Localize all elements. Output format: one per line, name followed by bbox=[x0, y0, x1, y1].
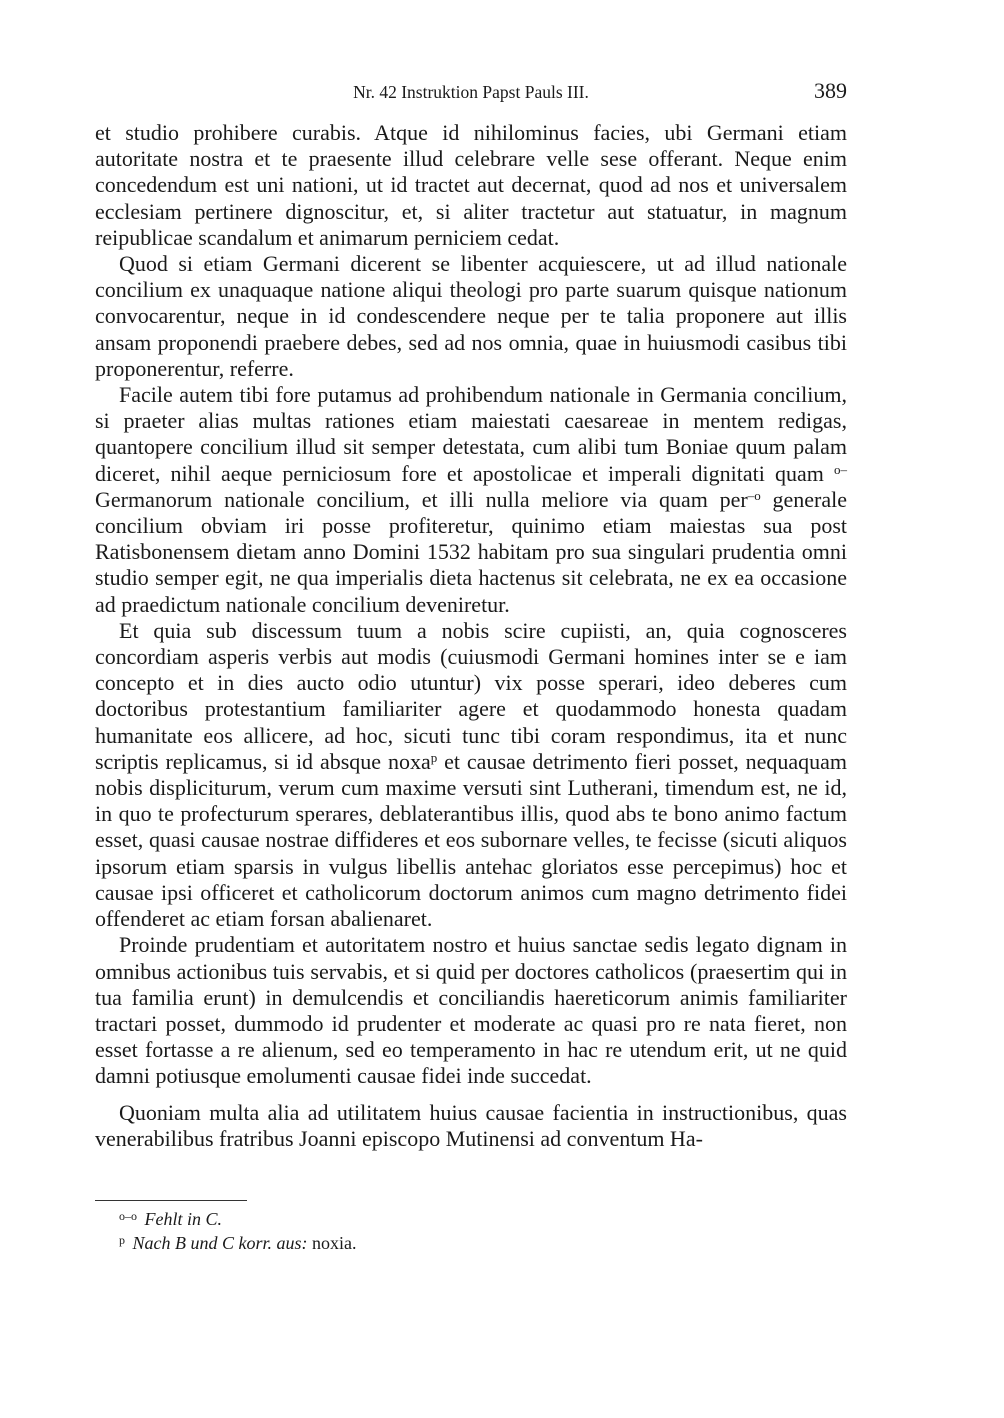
paragraph-text: Proinde prudentiam et autoritatem nostro et huius sanctae sedis legato dignam in omnibus actionibus tuis servabis, et si quid per doctores catholicos (praesertim qui in tua familia erunt) in demulcendis et conciliandis haereticorum animis familiariter tractari posset, dummodo id prudenter et moderate ac quasi pro re nata fieret, non esset fortasse a re alienum, sed eo temperamento in hac re utendum erit, ut ne quid damni potiusque emolumenti causae fidei inde succedat. bbox=[95, 932, 847, 1089]
page-number: 389 bbox=[814, 78, 847, 103]
footnote-mark-open: o– bbox=[834, 461, 847, 477]
footnote-label: p bbox=[119, 1233, 125, 1247]
footnote-mark-close: –o bbox=[747, 487, 761, 503]
footnote-text: noxia. bbox=[307, 1233, 357, 1253]
paragraph-text: Germanorum nationale concilium, et illi nulla meliore via quam per bbox=[95, 486, 748, 512]
paragraph-text: Facile autem tibi fore putamus ad prohibendum nationale in Germania concilium, si praeter alias multas rationes etiam maiestati caesareae in mentem redigas, quantopere concilium illud sit semper detestata, cum alibi tum Boniae quum palam diceret, nihil aeque perniciosum fore et apostolicae et imperali dignitati quam bbox=[95, 382, 847, 486]
paragraph bbox=[95, 618, 847, 932]
footnote bbox=[95, 1231, 847, 1255]
footnote-mark: p bbox=[430, 749, 438, 765]
paragraph-text: Quod si etiam Germani dicerent se libenter acquiescere, ut ad illud nationale concilium ex unaquaque natione aliqui theologi pro parte suarum quisque nationum convocarentur, neque in id condescendere neque per te talia proponere aut illis ansam proponendi praebere debes, sed ad nos omnia, quae in huiusmodi casibus tibi proponerentur, referre. bbox=[95, 251, 847, 381]
paragraph-text: et studio prohibere curabis. Atque id nihilominus facies, ubi Germani etiam autoritate nostra et te praesente illud celebrare velle sese offerant. Neque enim concedendum est uni nationi, ut id tractet aut decernat, quod ad nos et universalem ecclesiam pertinere dignoscitur, et, si aliter tractetur aut statuatur, in magnum reipublicae scandalum et animarum perniciem cedat. bbox=[95, 120, 847, 250]
footnote-italic-text: Fehlt in C. bbox=[144, 1209, 222, 1229]
paragraph bbox=[95, 1100, 847, 1152]
running-head bbox=[95, 80, 847, 108]
paragraph bbox=[95, 251, 847, 382]
footnotes bbox=[95, 1207, 847, 1255]
paragraph-text: Quoniam multa alia ad utilitatem huius causae facientia in instructionibus, quas venerabilibus fratribus Joanni episcopo Mutinensi ad conventum Ha- bbox=[95, 1099, 847, 1151]
running-title: Nr. 42 Instruktion Papst Pauls III. bbox=[353, 82, 589, 102]
footnote-italic-text: Nach B und C korr. aus: bbox=[132, 1233, 308, 1253]
paragraph bbox=[95, 932, 847, 1089]
paragraph-text: generale concilium obviam iri posse profiteretur, quinimo etiam maiestas sua post Ratisbonensem dietam anno Domini 1532 habitam pro sua singulari prudentia omni studio semper egit, ne qua imperialis dieta hactenus sit celebrata, ne ex ea occasione ad praedictum nationale concilium deveniretur. bbox=[95, 486, 847, 617]
footnote bbox=[95, 1207, 847, 1231]
paragraph bbox=[95, 120, 847, 251]
footnote-label: o–o bbox=[119, 1209, 137, 1223]
paragraph-text: et causae detrimento fieri posset, nequaquam nobis displiciturum, verum cum maxime versuti sint Lutherani, timendum est, ne id, in quo te profecturum sperares, deblaterantibus illis, quod abs te bono animo factum esset, quasi causae nostrae diffideres et eos subornare velles, te fecisse (sicuti aliquos ipsorum etiam sparsis in vulgus libellis antehac gloriatos esse percepimus) hoc et causae ipsi officeret et catholicorum doctorum animos cum magno detrimento fidei offenderet ac etiam forsan abalienaret. bbox=[95, 748, 847, 932]
footnote-divider bbox=[95, 1200, 247, 1201]
main-text bbox=[95, 120, 847, 1152]
paragraph bbox=[95, 382, 847, 618]
paragraph-text: Et quia sub discessum tuum a nobis scire cupiisti, an, quia cognosceres concordiam asperis verbis aut modis (cuiusmodi Germani homines inter se e iam concepto et in dies aucto odio utuntur) vix posse sperari, ideo deberes cum doctoribus protestantium familiariter agere et quodammodo honesta quadam humanitate eos allicere, ad hoc, sicuti tunc tibi coram respondimus, ita et nunc scriptis replicamus, si id absque noxa bbox=[95, 617, 847, 774]
